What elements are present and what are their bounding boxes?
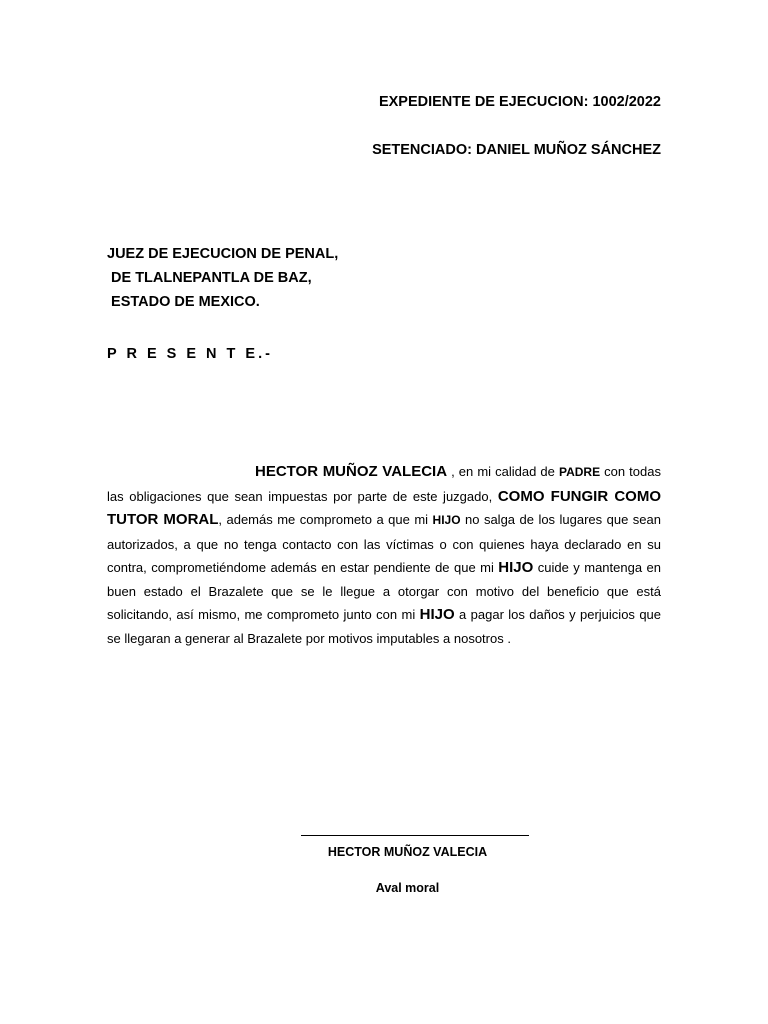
signature-line (301, 835, 529, 836)
sentenced-person: SETENCIADO: DANIEL MUÑOZ SÁNCHEZ (372, 142, 661, 158)
hijo-emphasis-3: HIJO (419, 606, 455, 623)
body-paragraph (107, 460, 661, 650)
salutation: P R E S E N T E.- (107, 346, 273, 362)
body-text-4: no salga de los lugares que sean autorizados, a que no tenga contacto con las víctimas o con quienes haya declarado en su contra, comprometiéndome además en estar pendiente de que mi (107, 512, 661, 575)
hijo-emphasis-1: HIJO (432, 513, 461, 527)
tutor-moral-emphasis: COMO FUNGIR COMO TUTOR MORAL (107, 487, 661, 528)
addressee-line-state: ESTADO DE MEXICO. (107, 294, 260, 310)
body-text-1: , en mi calidad de (447, 464, 559, 479)
body-text-2: con todas las obligaciones que sean impuestas por parte de este juzgado, (107, 464, 661, 504)
addressee-block (107, 242, 338, 314)
padre-emphasis: PADRE (558, 465, 601, 479)
case-number: EXPEDIENTE DE EJECUCION: 1002/2022 (378, 94, 661, 110)
signature-role: Aval moral (375, 881, 440, 895)
signature-name: HECTOR MUÑOZ VALECIA (327, 845, 488, 859)
body-text-6: a pagar los daños y perjuicios que se llegaran a generar al Brazalete por motivos imputables a nosotros . (107, 607, 662, 646)
addressee-line-city: DE TLALNEPANTLA DE BAZ, (107, 270, 312, 286)
body-text-3: , además me comprometo a que mi (218, 512, 433, 527)
signer-name-inline: HECTOR MUÑOZ VALECIA (255, 463, 448, 480)
body-text-5: cuide y mantenga en buen estado el Brazalete que se le llegue a otorgar con motivo del beneficio que está solicitando, así mismo, me comprometo junto con mi (107, 560, 661, 622)
addressee-line-judge: JUEZ DE EJECUCION DE PENAL, (107, 246, 339, 262)
hijo-emphasis-2: HIJO (498, 559, 534, 576)
